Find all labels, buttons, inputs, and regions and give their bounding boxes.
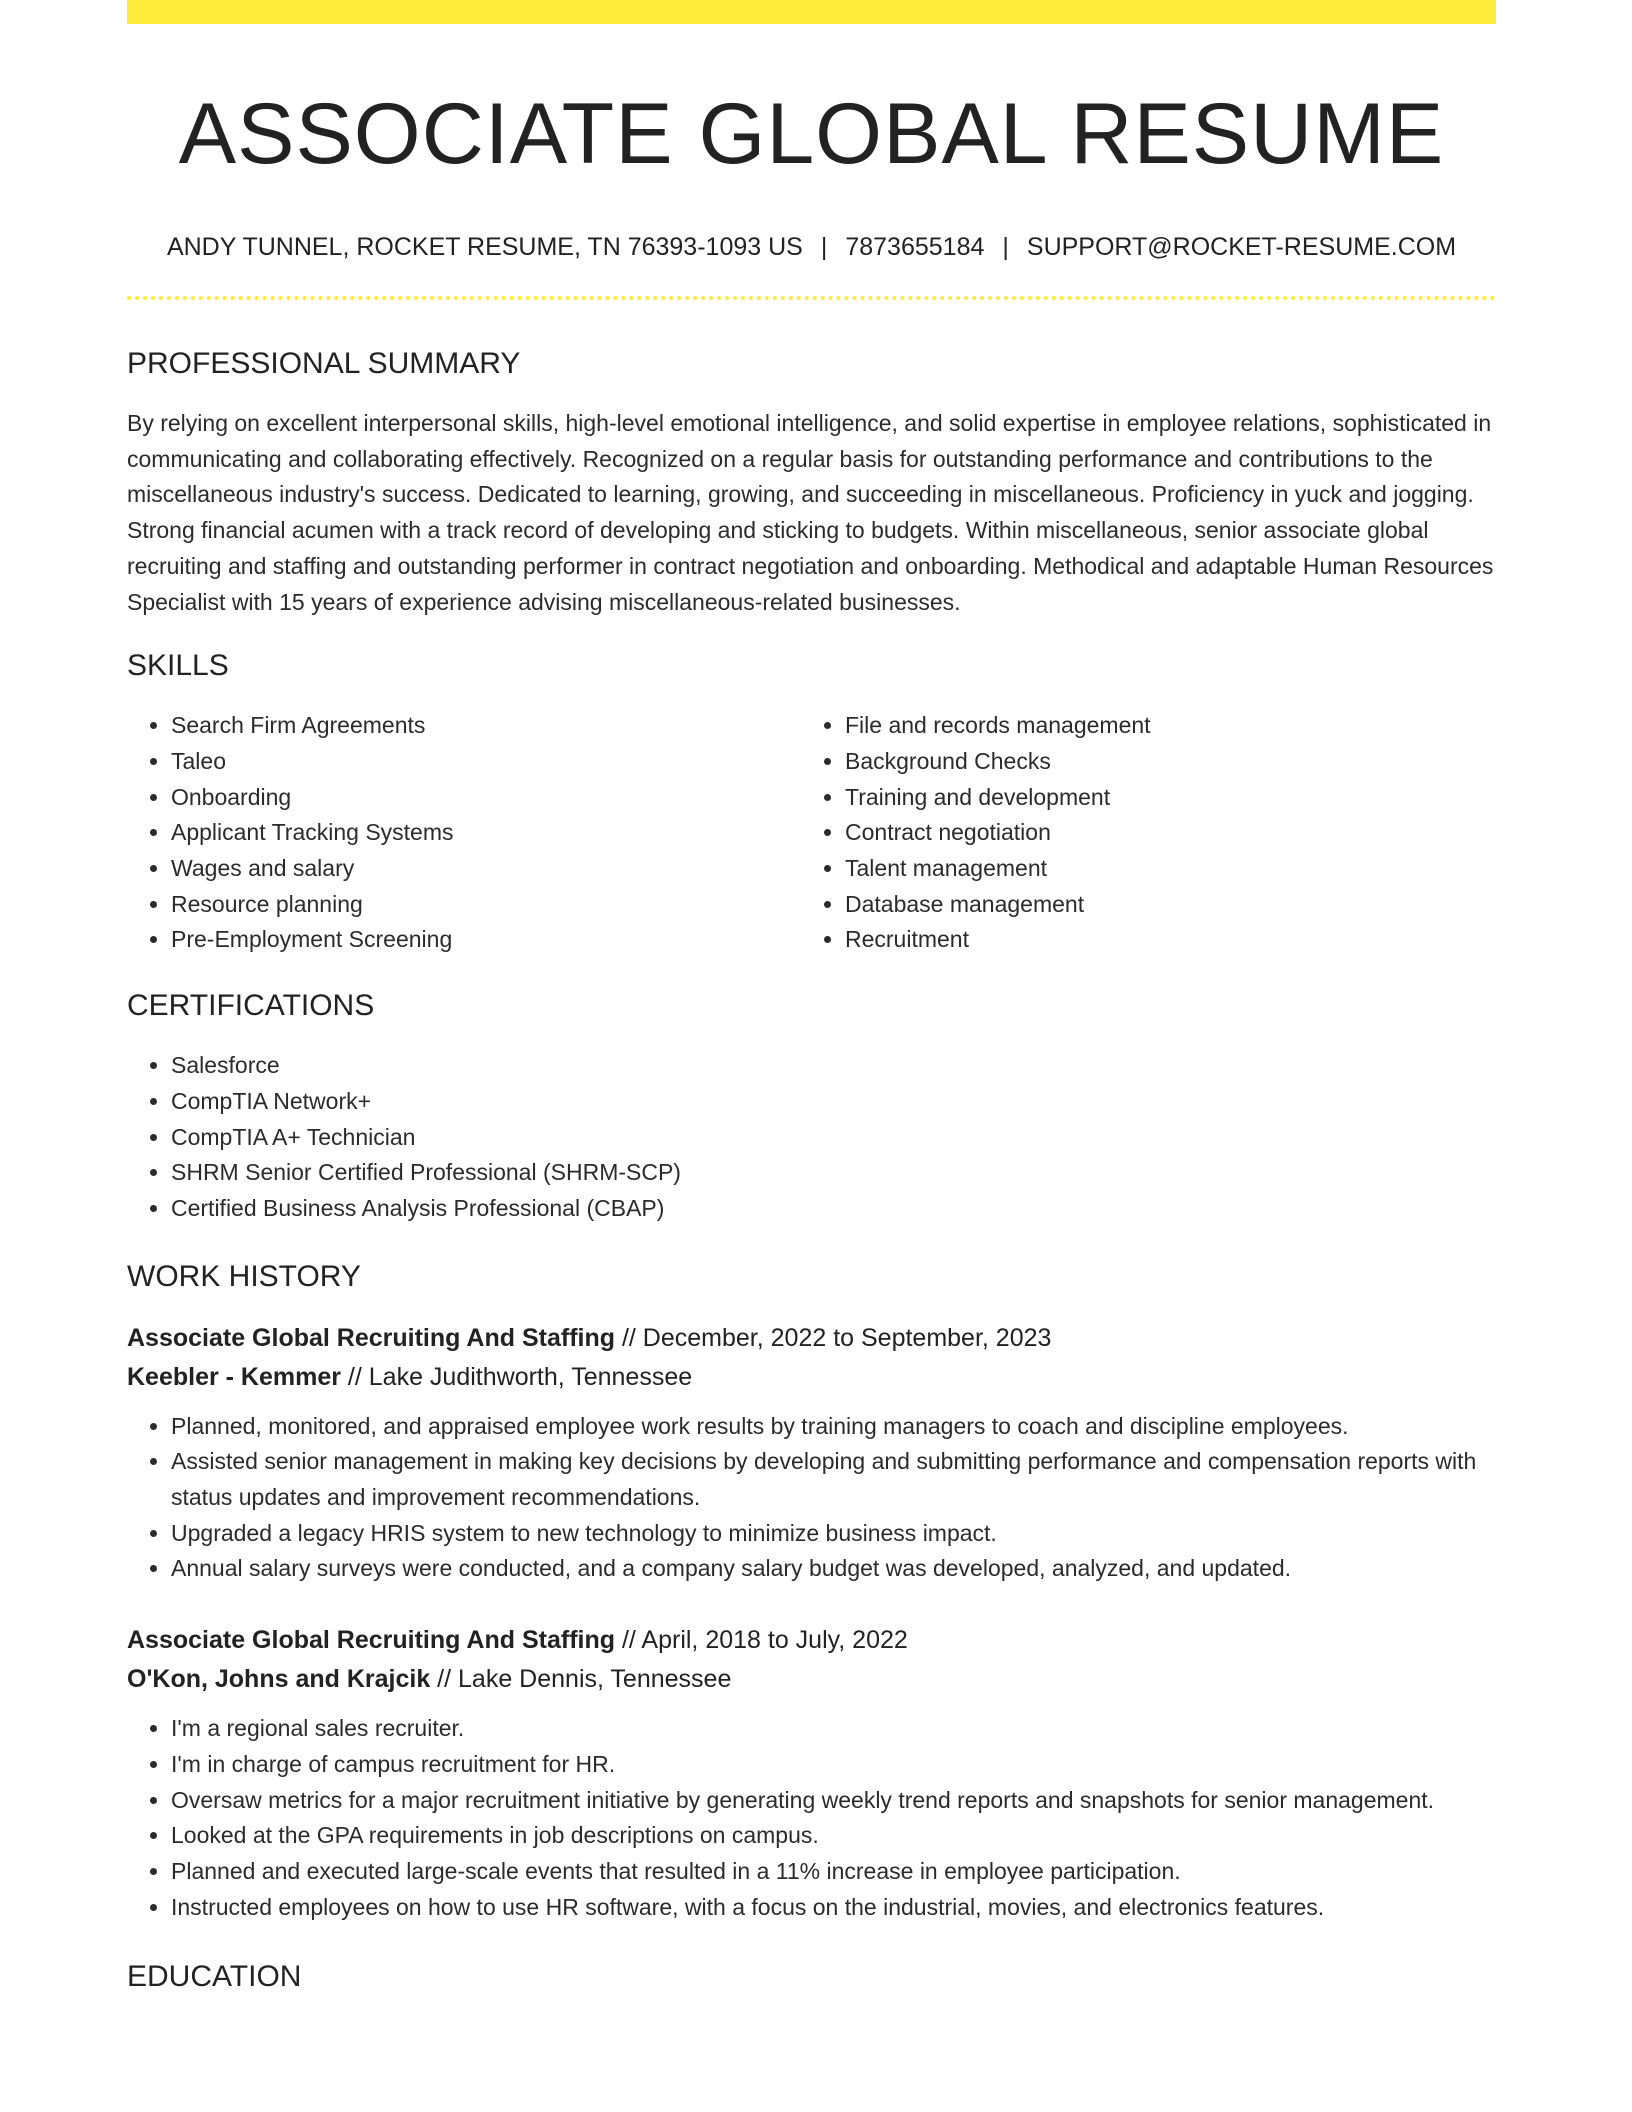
job-title: Associate Global Recruiting And Staffing (127, 1323, 616, 1352)
education-heading: EDUCATION (127, 1960, 302, 1994)
skill-item: • Training and development (845, 780, 1475, 816)
contact-email: SUPPORT@ROCKET-RESUME.COM (1026, 233, 1457, 261)
job-bullet: • Planned and executed large-scale events that resulted in a 11% increase in employee participation. (171, 1854, 1496, 1890)
certification-item: • CompTIA A+ Technician (171, 1120, 1496, 1156)
contact-phone: 7873655184 (845, 233, 985, 261)
job-bullet: • Oversaw metrics for a major recruitment initiative by generating weekly trend reports and snapshots for senior management. (171, 1783, 1496, 1819)
job-location: // Lake Judithworth, Tennessee (340, 1362, 693, 1391)
job-company-line (127, 1358, 1496, 1397)
skill-item: • Onboarding (171, 780, 801, 816)
job-bullets (127, 1711, 1496, 1925)
skills-column-right (801, 708, 1475, 958)
skills-column-left (127, 708, 801, 958)
skill-item: • Resource planning (171, 887, 801, 923)
contact-separator: | (820, 233, 828, 261)
job-title-line (127, 1319, 1496, 1358)
skill-item: • Background Checks (845, 744, 1475, 780)
job-bullet: • I'm a regional sales recruiter. (171, 1711, 1496, 1747)
job-bullet: • Planned, monitored, and appraised employee work results by training managers to coach and discipline employees. (171, 1409, 1496, 1445)
job-bullet: • Assisted senior management in making key decisions by developing and submitting performance and compensation reports with status updates and improvement recommendations. (171, 1444, 1496, 1515)
job-bullet: • Annual salary surveys were conducted, and a company salary budget was developed, analyzed, and updated. (171, 1551, 1496, 1587)
job-title: Associate Global Recruiting And Staffing (127, 1626, 616, 1655)
certification-item: • CompTIA Network+ (171, 1084, 1496, 1120)
job-bullet: • I'm in charge of campus recruitment for HR. (171, 1747, 1496, 1783)
skill-item: • Applicant Tracking Systems (171, 815, 801, 851)
job-dates: // April, 2018 to July, 2022 (615, 1626, 908, 1655)
job-company: Keebler - Kemmer (127, 1362, 341, 1391)
work-history-heading: WORK HISTORY (127, 1259, 361, 1293)
job-company-line (127, 1660, 1496, 1699)
summary-heading: PROFESSIONAL SUMMARY (127, 347, 521, 380)
skills-heading: SKILLS (127, 649, 229, 683)
contact-separator: | (1002, 233, 1009, 261)
job-entry (127, 1621, 1496, 1925)
job-title-line (127, 1621, 1496, 1660)
skill-item: • Pre-Employment Screening (171, 922, 801, 958)
skill-item: • Contract negotiation (845, 815, 1475, 851)
job-company: O'Kon, Johns and Krajcik (127, 1665, 431, 1694)
resume-page (127, 0, 1496, 1995)
job-location: // Lake Dennis, Tennessee (430, 1665, 732, 1694)
skills-columns (127, 708, 1496, 958)
skill-item: • Search Firm Agreements (171, 708, 801, 744)
certification-item: • Certified Business Analysis Professional (CBAP) (171, 1191, 1496, 1227)
skills-list-left (127, 708, 801, 958)
contact-line (127, 232, 1496, 262)
job-bullet: • Upgraded a legacy HRIS system to new technology to minimize business impact. (171, 1516, 1496, 1552)
certification-item: • Salesforce (171, 1048, 1496, 1084)
skill-item: • Taleo (171, 744, 801, 780)
skill-item: • Database management (845, 887, 1475, 923)
certification-item: • SHRM Senior Certified Professional (SHRM-SCP) (171, 1155, 1496, 1191)
job-bullet: • Looked at the GPA requirements in job descriptions on campus. (171, 1818, 1496, 1854)
certifications-heading: CERTIFICATIONS (127, 989, 375, 1023)
dotted-divider (127, 296, 1496, 300)
job-bullets (127, 1409, 1496, 1588)
accent-top-bar (127, 0, 1496, 24)
summary-text: By relying on excellent interpersonal skills, high-level emotional intelligence, and solid expertise in employee relations, sophisticated in communicating and collaborating effectively. Recognized on a regular basis for outstanding performance and contributions to the miscellaneous industry's success. Dedicated to learning, growing, and succeeding in miscellaneous. Proficiency in yuck and jogging. Strong financial acumen with a track record of developing and sticking to budgets. Within miscellaneous, senior associate global recruiting and staffing and outstanding performer in contract negotiation and onboarding. Methodical and adaptable Human Resources Specialist with 15 years of experience advising miscellaneous-related businesses. (127, 410, 1494, 615)
job-entry (127, 1319, 1496, 1588)
job-dates: // December, 2022 to September, 2023 (615, 1323, 1052, 1352)
skill-item: • File and records management (845, 708, 1475, 744)
skill-item: • Talent management (845, 851, 1475, 887)
resume-title: ASSOCIATE GLOBAL RESUME (178, 86, 1445, 182)
skill-item: • Wages and salary (171, 851, 801, 887)
job-bullet: • Instructed employees on how to use HR software, with a focus on the industrial, movies, and electronics features. (171, 1890, 1496, 1926)
contact-address: ANDY TUNNEL, ROCKET RESUME, TN 76393-1093 US (166, 233, 803, 261)
skill-item: • Recruitment (845, 922, 1475, 958)
certifications-list (127, 1048, 1496, 1227)
skills-list-right (801, 708, 1475, 958)
